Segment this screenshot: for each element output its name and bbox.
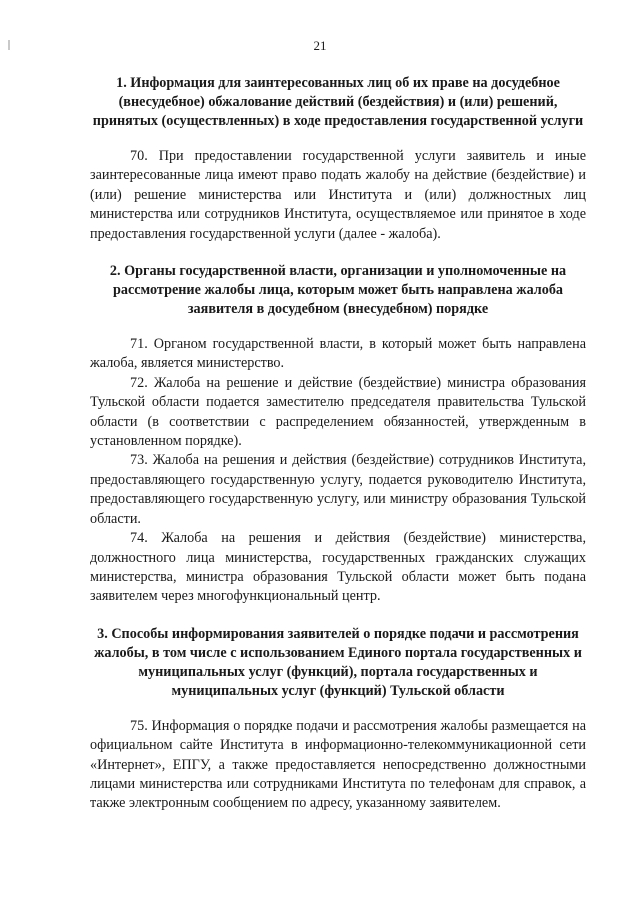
paragraph-70: 70. При предоставлении государственной услуги заявитель и иные заинтересованные лица имеют право подать жалобу на действие (бездействие) и (или) решение министерства или Института и (или) должностных лиц министерства или сотрудников Института, осуществляемое или принятое в ходе предоставления государственной услуги (далее - жалоба). xyxy=(90,148,586,242)
paragraph-74: 74. Жалоба на решения и действия (бездействие) министерства, должностного лица министерства, государственных гражданских служащих министерства, министра образования Тульской области может быть подана заявителем через многофункциональный центр. xyxy=(90,530,586,605)
paragraph-73: 73. Жалоба на решения и действия (бездействие) сотрудников Института, предоставляющего государственную услугу, подается руководителю Института, предоставляющего государственную услугу, или министру образования Тульской области. xyxy=(90,452,586,527)
page-number: 21 xyxy=(313,38,327,53)
paragraph-75: 75. Информация о порядке подачи и рассмотрения жалобы размещается на официальном сайте Института в информационно-телекоммуникационной сети «Интернет», ЕПГУ, а также предоставляется непосредственно должностными лицами министерства или сотрудниками Института по телефонам для справок, а также электронным сообщением по адресу, указанному заявителем. xyxy=(90,717,586,812)
section-1-heading: 1. Информация для заинтересованных лиц об их праве на досудебное (внесудебное) обжалование действий (бездействия) и (или) решений, принятых (осуществленных) в ходе предоставления государственной услуги xyxy=(92,75,584,129)
paragraph-72: 72. Жалоба на решение и действие (бездействие) министра образования Тульской области подается заместителю председателя правительства Тульской области (в соответствии с распределением обязанностей, утвержденным в установленном порядке). xyxy=(90,374,586,450)
paragraph-71: 71. Органом государственной власти, в который может быть направлена жалоба, является министерство. xyxy=(90,336,586,372)
section-2-heading: 2. Органы государственной власти, организации и уполномоченные на рассмотрение жалобы лица, которым может быть направлена жалоба заявителя в досудебном (внесудебном) порядке xyxy=(109,263,567,318)
document-body xyxy=(90,74,586,814)
section-3-heading: 3. Способы информирования заявителей о порядке подачи и рассмотрения жалобы, в том числе с использованием Единого портала государственных и муниципальных услуг (функций), портала государственных и муниципальных услуг (функций) Тульской области xyxy=(94,625,582,699)
